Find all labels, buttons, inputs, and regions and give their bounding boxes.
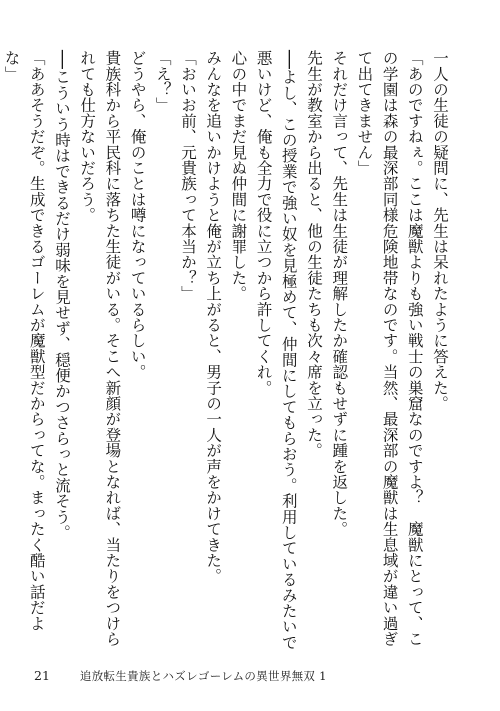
paragraph: 貴族科から平民科に落ちた生徒がいる。そこへ新顔が登場となれば、当たりをつけられても仕方ないだろう。 <box>78 50 122 647</box>
running-title: 追放転生貴族とハズレゴーレムの異世界無双 1 <box>79 669 327 683</box>
paragraph: それだけ言って、先生は生徒が理解したか確認もせずに踵を返した。 <box>330 50 349 537</box>
paragraph: ──こういう時はできるだけ弱味を見せず、穏便かつさらっと流そう。 <box>52 50 71 541</box>
paragraph: 心の中でまだ見ぬ仲間に謝罪した。 <box>229 50 248 302</box>
page-number: 21 <box>34 668 50 683</box>
paragraph: みんなを追いかけようと俺が立ち上がると、男子の一人が声をかけてきた。 <box>204 50 223 584</box>
paragraph: 先生が教室から出ると、他の生徒たちも次々席を立った。 <box>304 50 323 459</box>
body-text <box>2 50 452 650</box>
paragraph: 「え？」 <box>153 50 172 113</box>
paragraph: 「おいお前、元貴族って本当か？」 <box>178 50 197 302</box>
paragraph: 「あのですねぇ。ここは魔獣よりも強い戦士の巣窟なのですよ？ 魔獣にとって、この学園は森の最深部同様危険地帯なのです。当然、最深部の魔獣は生息域が違い過ぎて出てきません」 <box>355 50 424 647</box>
paragraph: どうやら、俺のことは噂になっているらしい。 <box>128 50 147 380</box>
page-footer <box>34 668 327 684</box>
paragraph: 「ああそうだぞ。生成できるゴーレムが魔獣型だからってな。まったく酷い話だよな」 <box>2 50 46 631</box>
paragraph: 一人の生徒の疑問に、先生は呆れたように答えた。 <box>431 50 449 412</box>
paragraph: ──よし、この授業で強い奴を見極めて、仲間にしてもらおう。利用しているみたいで悪いけど、俺も全力で役に立つから許してくれ。 <box>254 50 298 650</box>
